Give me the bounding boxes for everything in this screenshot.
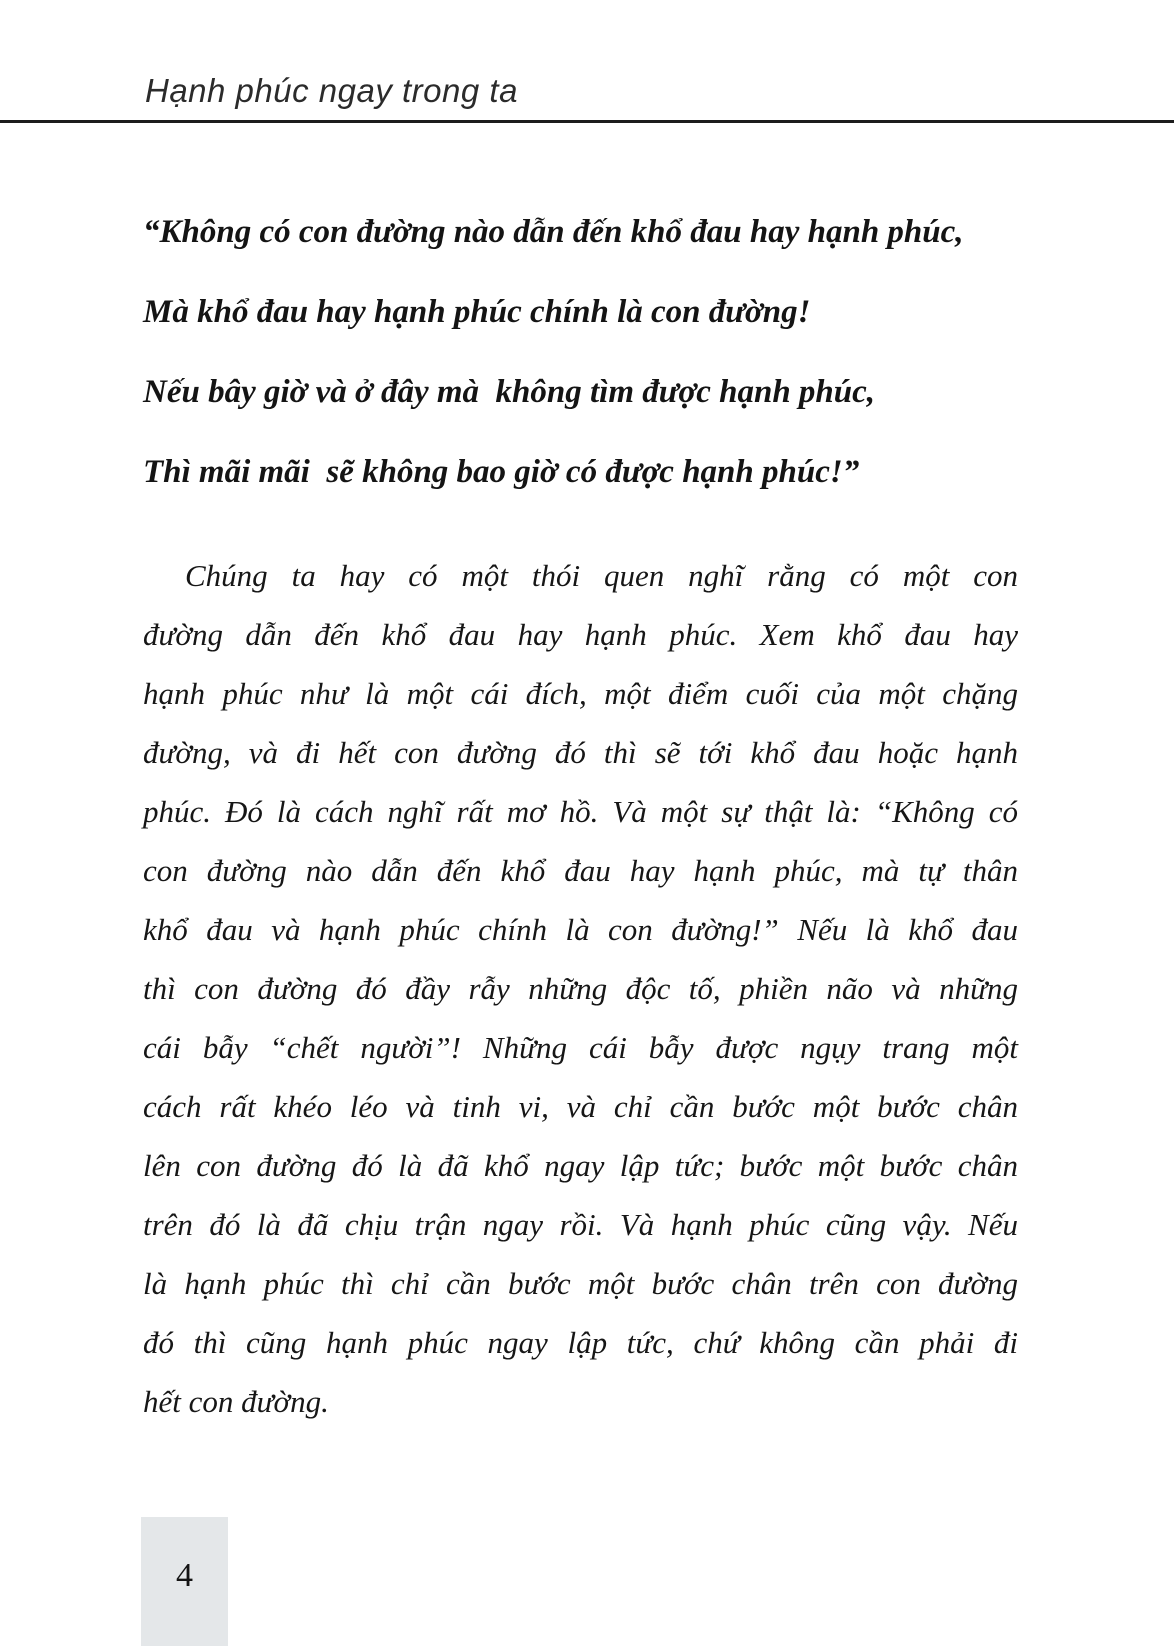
body-line: cách rất khéo léo và tinh vi, và chỉ cần bước một bước chân	[143, 1089, 1018, 1124]
quote-line: “Không có con đường nào dẫn đến khổ đau hay hạnh phúc,	[143, 214, 964, 250]
body-line: đường, và đi hết con đường đó thì sẽ tới khổ đau hoặc hạnh	[143, 735, 1018, 770]
body-line: khổ đau và hạnh phúc chính là con đường!” Nếu là khổ đau	[143, 912, 1018, 947]
body-line: là hạnh phúc thì chỉ cần bước một bước chân trên con đường	[143, 1266, 1018, 1301]
body-line: hết con đường.	[143, 1384, 329, 1419]
body-paragraph	[143, 546, 1018, 1431]
body-line: con đường nào dẫn đến khổ đau hay hạnh phúc, mà tự thân	[143, 853, 1018, 888]
body-line: đó thì cũng hạnh phúc ngay lập tức, chứ không cần phải đi	[143, 1325, 1018, 1360]
body-line: đường dẫn đến khổ đau hay hạnh phúc. Xem khổ đau hay	[143, 617, 1018, 652]
body-line: Chúng ta hay có một thói quen nghĩ rằng có một con	[185, 558, 1018, 593]
body-line: trên đó là đã chịu trận ngay rồi. Và hạnh phúc cũng vậy. Nếu	[143, 1207, 1018, 1242]
header-rule	[0, 120, 1174, 123]
quote-line: Nếu bây giờ và ở đây mà không tìm được hạnh phúc,	[143, 374, 876, 410]
body-line: hạnh phúc như là một cái đích, một điểm cuối của một chặng	[143, 676, 1018, 711]
body-line: cái bẫy “chết người”! Những cái bẫy được ngụy trang một	[143, 1030, 1018, 1065]
quote-block	[143, 192, 1043, 512]
quote-line: Thì mãi mãi sẽ không bao giờ có được hạnh phúc!”	[143, 454, 860, 490]
body-line: lên con đường đó là đã khổ ngay lập tức; bước một bước chân	[143, 1148, 1018, 1183]
body-line: thì con đường đó đầy rẫy những độc tố, phiền não và những	[143, 971, 1018, 1006]
page-number: 4	[176, 1557, 193, 1594]
page-number-box	[141, 1517, 228, 1646]
body-line: phúc. Đó là cách nghĩ rất mơ hồ. Và một sự thật là: “Không có	[143, 794, 1018, 829]
quote-line: Mà khổ đau hay hạnh phúc chính là con đường!	[143, 294, 811, 330]
running-header-title: Hạnh phúc ngay trong ta	[145, 72, 518, 109]
